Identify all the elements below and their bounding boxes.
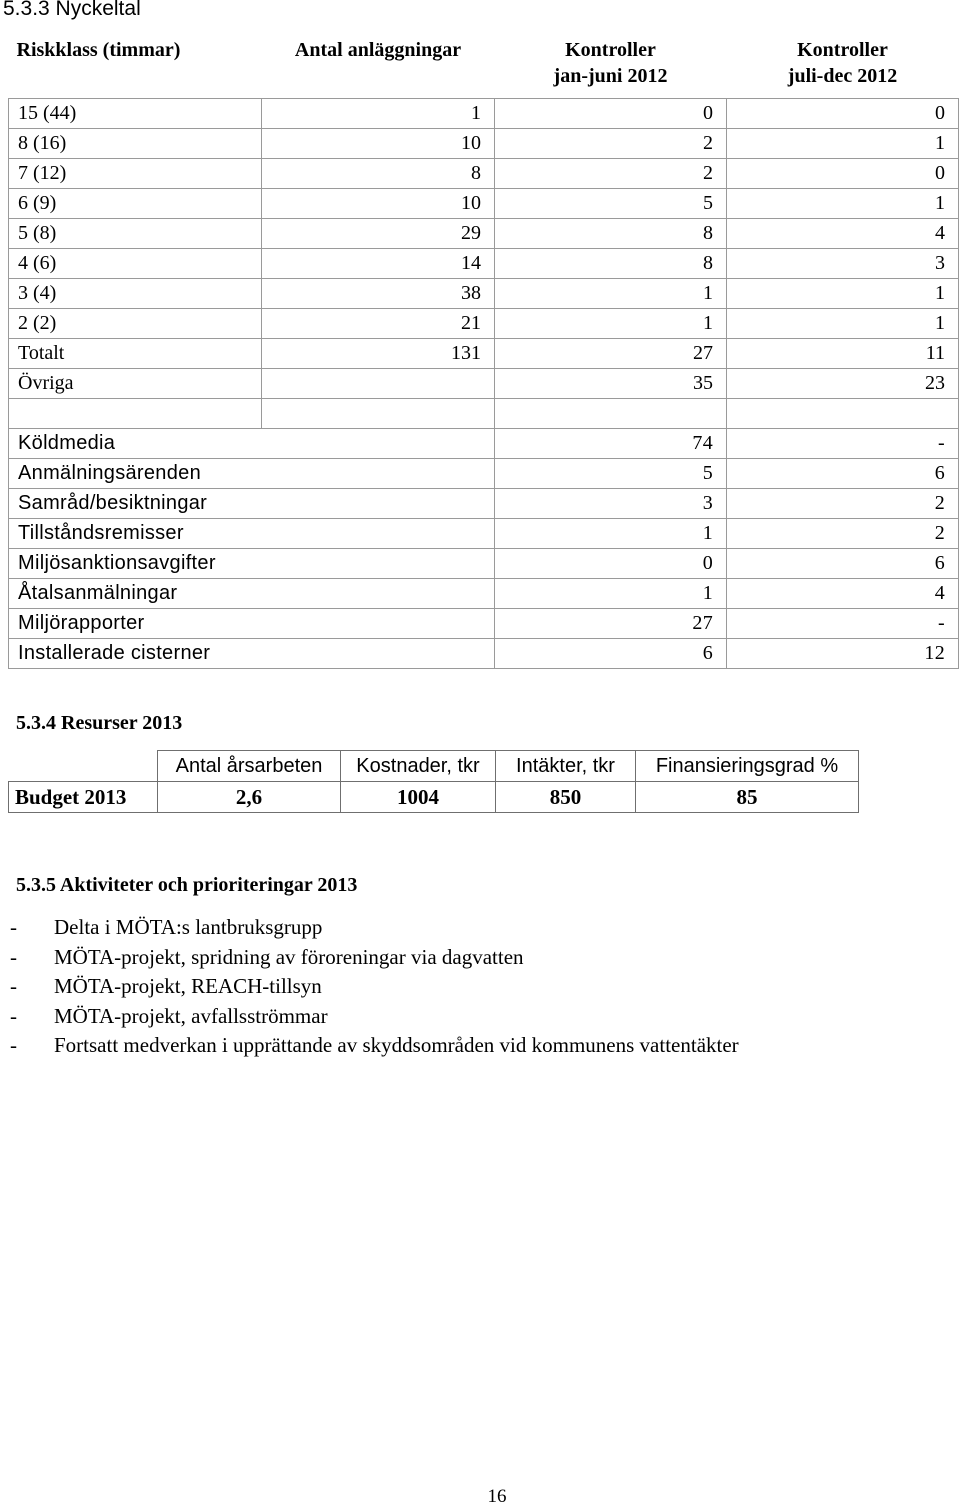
cell-juli-dec: 12 [727,639,959,669]
resource-budget-row [9,782,859,813]
header-kontroller-juli-dec [727,32,959,99]
row-label: Övriga [9,369,262,399]
cell-juli-dec: 6 [727,549,959,579]
cell-jan-juni: 35 [495,369,727,399]
header-intakter: Intäkter, tkr [496,751,636,782]
list-item [10,972,739,1002]
cell-jan-juni: 3 [495,489,727,519]
cell-juli-dec: - [727,429,959,459]
list-dash: - [10,915,17,939]
list-dash: - [10,1003,17,1028]
header-kontroller-juli-dec-line2: juli-dec 2012 [787,65,898,87]
cell-anlaggningar: 21 [262,309,495,339]
cell-jan-juni: 27 [495,339,727,369]
header-kostnader: Kostnader, tkr [341,751,496,782]
page-number: 16 [487,1486,507,1507]
cell-jan-juni: 2 [495,159,727,189]
list-item [10,1031,739,1061]
cell-juli-dec: 2 [727,519,959,549]
table-row [9,549,959,579]
section-heading-aktiviteter: 5.3.5 Aktiviteter och prioriteringar 2013 [16,874,358,896]
table-row [9,609,959,639]
cell-juli-dec: 1 [727,189,959,219]
row-label: Åtalsanmälningar [9,579,495,609]
empty-cell [495,399,727,429]
cell-anlaggningar: 14 [262,249,495,279]
table-row [9,129,959,159]
cell-anlaggningar: 131 [262,339,495,369]
list-item-text: Delta i MÖTA:s lantbruksgrupp [54,915,323,939]
list-dash: - [10,944,17,969]
empty-cell [9,399,262,429]
header-kontroller-jan-juni-line1: Kontroller [565,39,656,61]
cell-juli-dec: 0 [727,99,959,129]
cell-kostnader: 1004 [341,782,496,813]
row-label: Totalt [9,339,262,369]
table-row [9,429,959,459]
cell-finansieringsgrad: 85 [636,782,859,813]
cell-jan-juni: 5 [495,189,727,219]
cell-jan-juni: 1 [495,519,727,549]
row-label: 8 (16) [9,129,262,159]
row-label: 7 (12) [9,159,262,189]
row-label: 4 (6) [9,249,262,279]
cell-antal-arsarbeten: 2,6 [158,782,341,813]
cell-juli-dec: 1 [727,129,959,159]
cell-anlaggningar: 10 [262,129,495,159]
cell-juli-dec: - [727,609,959,639]
list-dash: - [10,974,17,998]
cell-jan-juni: 1 [495,309,727,339]
header-antal-arsarbeten: Antal årsarbeten [158,751,341,782]
row-label: Samråd/besiktningar [9,489,495,519]
row-label: 5 (8) [9,219,262,249]
table-row [9,159,959,189]
cell-juli-dec: 1 [727,279,959,309]
header-riskklass: Riskklass (timmar) [9,32,262,99]
cell-anlaggningar: 8 [262,159,495,189]
list-item-text: MÖTA-projekt, spridning av föroreningar via dagvatten [54,944,524,969]
section-heading-resurser: 5.3.4 Resurser 2013 [16,712,183,734]
cell-juli-dec: 6 [727,459,959,489]
list-item-text: MÖTA-projekt, REACH-tillsyn [54,974,322,998]
table-row [9,309,959,339]
cell-anlaggningar: 10 [262,189,495,219]
cell-juli-dec: 4 [727,219,959,249]
table-row [9,579,959,609]
list-item [10,1002,739,1032]
header-finansieringsgrad: Finansieringsgrad % [636,751,859,782]
cell-jan-juni: 5 [495,459,727,489]
row-label: 3 (4) [9,279,262,309]
list-item-text: MÖTA-projekt, avfallsströmmar [54,1003,328,1028]
header-kontroller-jan-juni [495,32,727,99]
row-label: 15 (44) [9,99,262,129]
cell-juli-dec: 2 [727,489,959,519]
list-item-text: Fortsatt medverkan i upprättande av skyddsområden vid kommunens vattentäkter [54,1033,739,1057]
row-label: 6 (9) [9,189,262,219]
cell-jan-juni: 6 [495,639,727,669]
row-label: Köldmedia [9,429,495,459]
row-label-budget: Budget 2013 [9,782,158,813]
cell-anlaggningar: 29 [262,219,495,249]
empty-cell [727,399,959,429]
resource-table [8,750,859,813]
cell-juli-dec: 3 [727,249,959,279]
cell-juli-dec: 11 [727,339,959,369]
header-kontroller-juli-dec-line1: Kontroller [797,39,888,61]
cell-jan-juni: 27 [495,609,727,639]
table-row-total [9,339,959,369]
cell-jan-juni: 8 [495,219,727,249]
cell-juli-dec: 23 [727,369,959,399]
cell-anlaggningar: 38 [262,279,495,309]
header-antal-anlaggningar: Antal anläggningar [262,32,495,99]
cell-jan-juni: 0 [495,549,727,579]
cell-jan-juni: 2 [495,129,727,159]
cell-juli-dec: 0 [727,159,959,189]
cell-juli-dec: 1 [727,309,959,339]
table-row [9,279,959,309]
empty-cell [262,399,495,429]
table-row [9,99,959,129]
list-dash: - [10,1033,17,1057]
cell-juli-dec: 4 [727,579,959,609]
row-label: Miljörapporter [9,609,495,639]
table-row [9,219,959,249]
header-kontroller-jan-juni-line2: jan-juni 2012 [553,65,668,87]
table-row-empty [9,399,959,429]
row-label: Miljösanktionsavgifter [9,549,495,579]
table-row [9,639,959,669]
kpi-header-row [9,32,959,99]
table-row [9,519,959,549]
cell-jan-juni: 1 [495,579,727,609]
row-label: Installerade cisterner [9,639,495,669]
resource-header-row [9,751,859,782]
list-item [10,913,739,943]
row-label: Tillståndsremisser [9,519,495,549]
list-item [10,943,739,973]
empty-cell [9,751,158,782]
cell-anlaggningar: 1 [262,99,495,129]
table-row [9,249,959,279]
cell-jan-juni: 8 [495,249,727,279]
cell-intakter: 850 [496,782,636,813]
row-label: Anmälningsärenden [9,459,495,489]
table-row [9,189,959,219]
table-row [9,369,959,399]
cell-jan-juni: 1 [495,279,727,309]
activities-list [10,913,739,1061]
table-row [9,459,959,489]
table-row [9,489,959,519]
section-heading-nyckeltal: 5.3.3 Nyckeltal [3,0,141,20]
kpi-table [8,32,959,669]
cell-anlaggningar [262,369,495,399]
row-label: 2 (2) [9,309,262,339]
cell-jan-juni: 74 [495,429,727,459]
cell-jan-juni: 0 [495,99,727,129]
